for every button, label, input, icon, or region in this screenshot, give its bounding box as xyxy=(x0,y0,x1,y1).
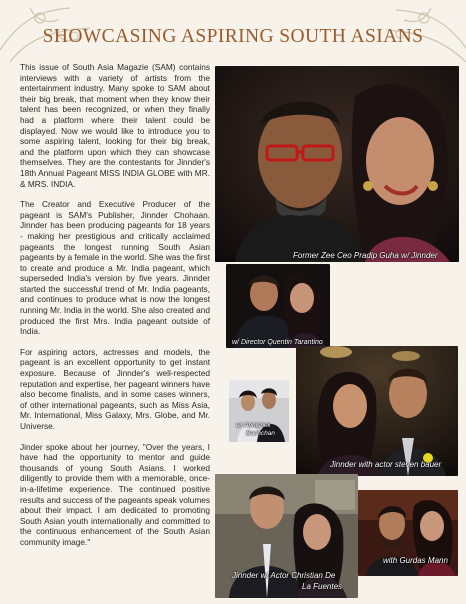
page-headline: SHOWCASING ASPIRING SOUTH ASIANS xyxy=(42,26,424,47)
caption-steven-bauer: Jinnder with actor steven bauer xyxy=(330,460,442,469)
photo-pradip-guha xyxy=(215,66,459,262)
caption-gurdas-mann: with Gurdas Mann xyxy=(383,556,448,565)
article-paragraph: The Creator and Executive Producer of the pageant is SAM's Publisher, Jinnder Chohaan. Jinnder has been producing pageants for 18 years - making her prestigious and critically acclaimed pageants the longest running South Asian pageants by a female in the world. She was the first to create and produce a Mr. India pageant, which superseded India's version by five years. Jinnder started the successful trend of Mr. India pageants, and continues to produce what is now the longest running Mr. India in the world. She also created and produced the first Mrs. India pageant outside of India. xyxy=(20,199,211,337)
article-paragraph: Jinder spoke about her journey, "Over the years, I have had the opportunity to mentor and guide thousands of young South Asians. I worked diligently to provide them with a memorable, once-in-a-lifetime experience. The continued positive results and success of the pageants speak volumes about their impact. I am dedicated to promoting South Asian youth internationally and committed to the continuous enhancement of the South Asian community image." xyxy=(20,441,211,547)
caption-tarantino: w/ Director Quentin Tarantino xyxy=(232,339,323,346)
caption-christian-line1: Jinnder w/ Actor Christian De xyxy=(232,571,336,580)
caption-christian-line2: La Fuentes xyxy=(302,582,343,591)
article-paragraph: For aspiring actors, actresses and models, the pageant is an excellent opportunity to get instant exposure. Because of Jinnder's well-respected reputation and expertise, her pageant winners have also become finalists, and in some cases winners, of other international pageants, such as Miss Asia, Mr. International, Miss Galaxy, Mrs. Globe, and Mr. Universe. xyxy=(20,346,210,431)
caption-abhishek-line2: Bachchan xyxy=(246,430,275,437)
article-paragraph: This issue of South Asia Magazie (SAM) contains interviews with a variety of artists from the entertainment industry. Many spoke to SAM about their big break, that moment when they know their talent has been recognized, or when they finally had a platform where their talent could be displayed. Now we would like to introduce you to some aspiring talent, looking for their big break, and the platform upon which they can showcase themselves. They are the contestants for Jinnder's 18th Annual Pageant MISS INDIA GLOBE with MR. & MRS. INDIA. xyxy=(20,62,210,189)
caption-abhishek-line1: w/ Abhishek xyxy=(236,422,271,429)
photo-tarantino xyxy=(226,264,330,348)
caption-pradip-guha: Former Zee Ceo Pradip Guha w/ Jinnder xyxy=(293,251,438,260)
photo-steven-bauer xyxy=(296,346,458,476)
article-body xyxy=(20,62,210,558)
